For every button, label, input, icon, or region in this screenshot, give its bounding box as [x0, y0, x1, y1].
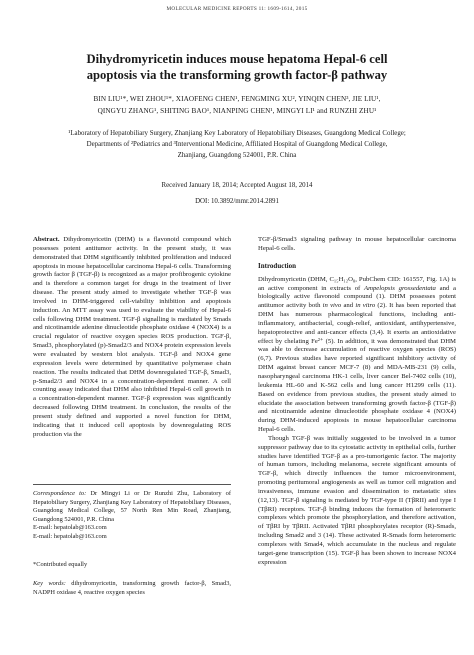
correspondence	[33, 490, 231, 524]
author-line-2: QINGYU ZHANG¹, SHITING BAO¹, NIANPING CHEN¹, MINGYI LI¹ and RUNZHI ZHU¹	[97, 106, 377, 115]
affiliations	[40, 128, 434, 161]
intro-p1-part-c: and	[341, 302, 356, 310]
intro-p1-part-a: Dihydromyricetin (DHM, C₁₅H₁₂O₈, PubChem CID: 161557, Fig. 1A) is an active component in extracts of	[258, 275, 456, 292]
keywords-label: Key words:	[33, 580, 66, 587]
abstract-continuation: TGF-β/Smad3 signaling pathway in mouse hepatocellular carcinoma Hepal-6 cells.	[258, 236, 456, 252]
affiliation-line-3: Zhanjiang, Guangdong 524001, P.R. China	[177, 152, 297, 159]
title-line-1: Dihydromyricetin induces mouse hepatoma Hepal-6 cell	[86, 52, 388, 66]
intro-paragraph-2: Though TGF-β was initially suggested to be involved in a tumor suppressor pathway due to its cytostatic activity in epithelial cells, further studies have identified TGF-β as a pro-tumorigenic factor. The majority of human tumors, including melanoma, secrete significant amounts of TGF-β, which directly influences the tumor microenvironment, promoting peritumoral angiogenesis as well as tumor cell migration and invasiveness, immune evasion and dissemination to metastatic sites (12,13). TGF-β signaling is mediated by TGF-type II (TβRII) and type I (TβRI) receptors. TGF-β binding induces the formation of heteromeric complexes which promote the phosphorylation, and therefore activation, of TβRI by TβRII. Activated TβRI phosphorylates receptor (R)-Smads, including Smad2 and 3 (14). These activated R-Smads form heteromeric complexes with Smad4, which accumulate in the nucleus and regulate target-gene transcription (15). TGF-β has been shown to increase NOX4 expression	[258, 434, 456, 566]
email-2: E-mail: hepatolab@163.com	[33, 532, 107, 540]
correspondence-label: Correspondence to:	[33, 490, 87, 497]
article-title	[20, 52, 454, 83]
intro-p1-in-vivo: in vivo	[322, 302, 342, 310]
running-head: MOLECULAR MEDICINE REPORTS 11: 1609-1614, 2015	[166, 6, 308, 12]
footnote-divider	[33, 484, 231, 485]
intro-p1-part-d: (2). It has been reported that DHM has numerous pharmacological functions, including anti-inflammatory, antibacterial, cough-relief, antioxidant, antihypertensive, hepatoprotective and anti-cancer effects (3,4). It exerts an antioxidative effect by chelating Fe²⁺ (5). In addition, it was demonstrated that DHM was able to decrease accumulation of reactive oxygen species (ROS) (6,7). Previous studies have reported significant inhibitory activity of DHM against breast cancer MCF-7 (8) and MDA-MB-231 (9) cells, nasopharyngeal carcinoma HK-1 cells, liver cancer Bel-7402 cells (10), leukemia HL-60 and K-562 cells and lung cancer H1299 cells (11). Based on evidence from previous studies, the present study aimed to elucidate the association between transforming growth factor-β (TGF-β) and nicotinamide adenine dinucleotide phosphate oxidase 4 (NOX4) during DHM-induced apoptosis in mouse hepatocellular carcinoma Hepal-6 cells.	[258, 302, 456, 434]
intro-p1-species: Ampelopsis grossedentata	[364, 284, 436, 292]
abstract	[33, 236, 231, 439]
affiliation-line-2: Departments of ²Pediatrics and ³Interventional Medicine, Affiliated Hospital of Guangdong Medical College,	[86, 141, 388, 148]
correspondence-text: Dr Mingyi Li or Dr Runzhi Zhu, Laboratory of Hepatobiliary Surgery, Zhanjiang Key Laboratory of Hepatobiliary Diseases, Guangdong Medical College, 57 North Ren Min Road, Zhanjiang, Guangdong 524001, P.R. China	[33, 490, 231, 523]
title-line-2: apoptosis via the transforming growth factor-β pathway	[86, 67, 388, 82]
contributed-footnote	[33, 561, 231, 570]
keywords-text: dihydromyricetin, transforming growth factor-β, Smad3, NADPH oxidase 4, reactive oxygen species	[33, 580, 232, 596]
intro-p1-part-b: and a biologically active flavonoid compound (1). DHM possesses potent antitumor activity both	[258, 284, 457, 310]
left-column	[33, 236, 231, 439]
right-column	[258, 236, 456, 568]
intro-p1-in-vitro: in vitro	[355, 302, 376, 310]
keywords	[33, 580, 231, 597]
author-line-1: BIN LIU¹*, WEI ZHOU¹*, XIAOFENG CHEN¹, FENGMING XU², YINQIN CHEN³, JIE LIU¹,	[93, 95, 381, 103]
abstract-label: Abstract.	[33, 236, 60, 243]
introduction-heading: Introduction	[258, 261, 296, 270]
received-dates: Received January 18, 2014; Accepted August 18, 2014	[161, 182, 313, 189]
abstract-text: Dihydromyricetin (DHM) is a flavonoid compound which possesses potent antitumor activity. In the present study, it was demonstrated that DHM significantly inhibited proliferation and induced apoptosis in mouse hepatocellular carcinoma Hepal-6 cells. Transforming growth factor β (TGF-β) is recognized as a major profibrogenic cytokine and is therefore a common target for drugs in the treatment of liver disease. The present study aimed to investigate whether TGF-β was involved in DHM-triggered cell-viability inhibition and apoptosis induction. An MTT assay was used to evaluate the viability of Hepal-6 cells following DHM treatment. TGF-β signalling is mediated by Smads and nicotinamide adenine dinucleotide phosphate oxidase 4 (NOX4) is a crucial regulator of reactive oxygen species ROS production. TGF-β, Smad3, phosphorylated (p)-Smad2/3 and NOX4 protein expression levels were evaluated by western blot analysis. TGF-β and NOX4 gene expression levels were determined by quantitative polymerase chain reaction. The results indicated that DHM downregulated TGF-β, Smad3, p-Smad2/3 and NOX4 in a concentration-dependent manner. A cell counting assay indicated that DHM also inhibited Hepal-6 cell growth in a concentration-dependent manner. TGF-β expression was significantly decreased following DHM treatment. In conclusion, the results of the present study defined and supported a novel function for DHM, indicating that it induced cell apoptosis by downregulating ROS production via the	[33, 236, 231, 438]
intro-paragraph-1	[258, 276, 456, 435]
author-list	[40, 94, 434, 117]
correspondence-footnote	[33, 490, 231, 542]
contributed-note: *Contributed equally	[33, 561, 88, 568]
affiliation-line-1: ¹Laboratory of Hepatobiliary Surgery, Zhanjiang Key Laboratory of Hepatobiliary Diseases, Guangdong Medical College;	[68, 130, 406, 137]
doi: DOI: 10.3892/mmr.2014.2891	[195, 198, 279, 205]
email-1: E-mail: hepatolab@163.com	[33, 524, 107, 532]
keywords-footnote	[33, 580, 231, 597]
